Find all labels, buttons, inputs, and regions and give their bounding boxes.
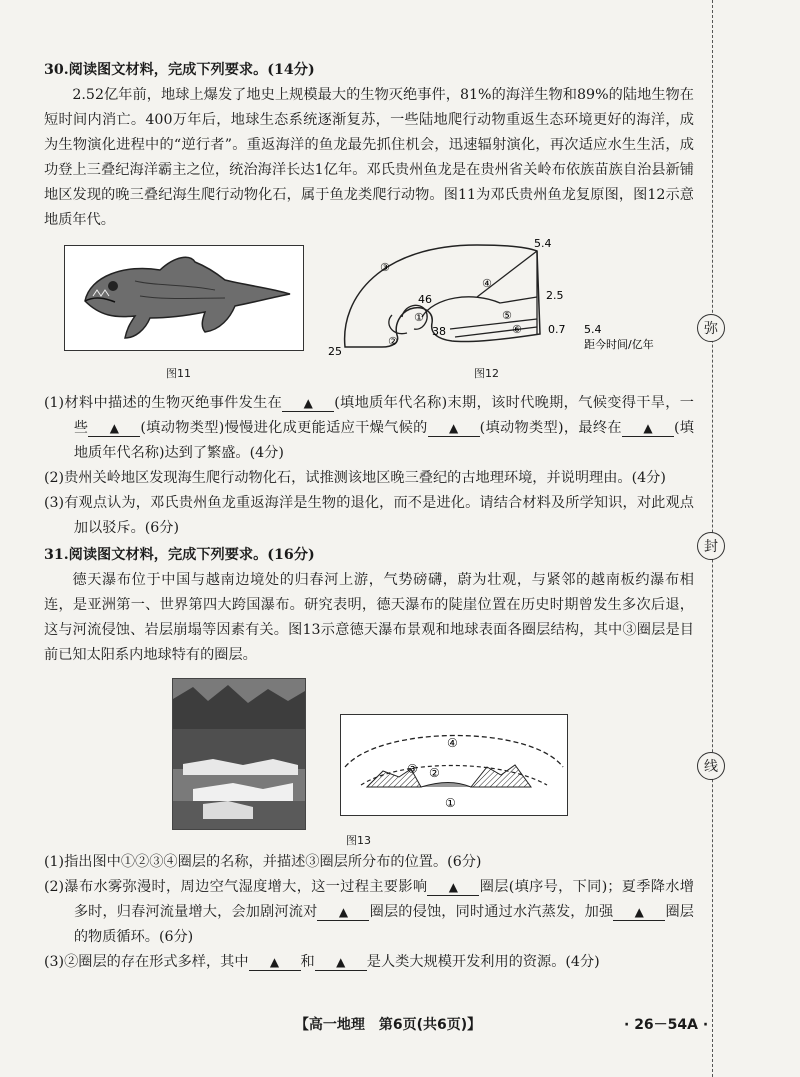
fig12-region-1: ① <box>414 311 424 324</box>
fig12-value-46: 46 <box>418 293 432 306</box>
fig12-value-38: 38 <box>432 325 446 338</box>
fig12-region-4: ④ <box>482 277 492 290</box>
footer-exam-code: · 26－54A · <box>624 1017 709 1033</box>
question-30-2: (2)贵州关岭地区发现海生爬行动物化石，试推测该地区晚三叠纪的古地理环境，并说明理由。(4分) <box>44 470 666 486</box>
question-30-title: 30.阅读图文材料，完成下列要求。(14分) <box>44 62 315 78</box>
figure-13-earth-spheres-diagram <box>340 714 568 816</box>
seal-mark-xian: 线 <box>697 752 725 780</box>
answer-blank[interactable]: ▲ <box>613 904 665 921</box>
fig13-label-1: ① <box>445 796 456 810</box>
figure-13-caption: 图13 <box>346 834 371 847</box>
fig12-axis-value: 5.4 <box>584 323 602 336</box>
answer-blank[interactable]: ▲ <box>622 420 674 437</box>
question-30-material: 2.52亿年前，地球上爆发了地史上规模最大的生物灭绝事件，81%的海洋生物和89%的陆地生物在短时间内消亡。400万年后，地球生态系统逐渐复苏，一些陆地爬行动物重返生态环境更好的海洋，成为生物演化进程中的“逆行者”。重返海洋的鱼龙最先抓住机会，迅速辐射演化，再次适应水生生活，成功登上三叠纪海洋霸主之位，统治海洋长达1亿年。邓氏贵州鱼龙是在贵州省关岭布依族苗族自治县新铺地区发现的晚三叠纪海生爬行动物化石，属于鱼龙类爬行动物。图11为邓氏贵州鱼龙复原图，图12示意地质年代。 <box>44 87 694 228</box>
question-31-title: 31.阅读图文材料，完成下列要求。(16分) <box>44 547 315 563</box>
fig13-label-4: ④ <box>447 736 458 750</box>
answer-blank[interactable]: ▲ <box>249 954 301 971</box>
question-31-2: (2)瀑布水雾弥漫时，周边空气湿度增大，这一过程主要影响 ▲ 圈层(填序号，下同)；夏季降水增多时，归春河流量增大，会加剧河流对 ▲ 圈层的侵蚀，同时通过水汽蒸发，加强 ▲ 圈层的物质循环。(6分) <box>44 879 694 945</box>
fig12-value-25: 25 <box>328 345 342 358</box>
seal-mark-feng: 封 <box>697 532 725 560</box>
exam-page <box>44 58 694 975</box>
answer-blank[interactable]: ▲ <box>88 420 140 437</box>
fig12-region-3: ③ <box>380 261 390 274</box>
figure-11-ichthyosaur-image <box>64 245 304 351</box>
figure-13-waterfall-photo <box>172 678 306 830</box>
fig13-label-3: ③ <box>407 762 418 776</box>
fig12-axis-label: 距今时间/亿年 <box>584 338 654 351</box>
answer-blank[interactable]: ▲ <box>427 879 479 896</box>
figure-13 <box>44 674 694 846</box>
fig12-region-5: ⑤ <box>502 309 512 322</box>
answer-blank[interactable]: ▲ <box>315 954 367 971</box>
seal-mark-mi: 弥 <box>697 314 725 342</box>
ichthyosaur-illustration <box>65 246 303 350</box>
fig12-region-2: ② <box>388 335 398 348</box>
fig12-region-6: ⑥ <box>512 323 522 336</box>
footer-page-info: 【高一地理 第6页(共6页)】 <box>294 1017 482 1033</box>
answer-blank[interactable]: ▲ <box>282 395 334 412</box>
question-31-material: 德天瀑布位于中国与越南边境处的归春河上游，气势磅礴，蔚为壮观，与紧邻的越南板约瀑布相连，是亚洲第一、世界第四大跨国瀑布。研究表明，德天瀑布的陡崖位置在历史时期曾发生多次后退，这与河流侵蚀、岩层崩塌等因素有关。图13示意德天瀑布景观和地球表面各圈层结构，其中③圈层是目前已知太阳系内地球特有的圈层。 <box>44 572 694 663</box>
fig12-value-0-7: 0.7 <box>548 323 566 336</box>
figure-12-caption: 图12 <box>474 367 499 380</box>
fig13-label-2: ② <box>429 766 440 780</box>
question-30-3: (3)有观点认为，邓氏贵州鱼龙重返海洋是生物的退化，而不是进化。请结合材料及所学知识，对此观点加以驳斥。(6分) <box>44 495 694 536</box>
fig12-value-2-5: 2.5 <box>546 289 564 302</box>
fig12-value-5-4-top: 5.4 <box>534 237 552 250</box>
figures-11-12 <box>44 237 694 385</box>
question-30-1: (1)材料中描述的生物灭绝事件发生在 ▲ (填地质年代名称)末期，该时代晚期，气候变得干旱，一些 ▲ (填动物类型)慢慢进化成更能适应干燥气候的 ▲ (填动物类型)，最终在 ▲ (填地质年代名称)达到了繁盛。(4分) <box>44 395 694 461</box>
figure-12-geologic-time-spiral <box>322 237 702 377</box>
question-31-1: (1)指出图中①②③④圈层的名称，并描述③圈层所分布的位置。(6分) <box>44 854 482 870</box>
answer-blank[interactable]: ▲ <box>428 420 480 437</box>
figure-11-caption: 图11 <box>166 367 191 380</box>
answer-blank[interactable]: ▲ <box>317 904 369 921</box>
question-31-3: (3)②圈层的存在形式多样，其中 ▲ 和 ▲ 是人类大规模开发利用的资源。(4分) <box>44 954 600 970</box>
